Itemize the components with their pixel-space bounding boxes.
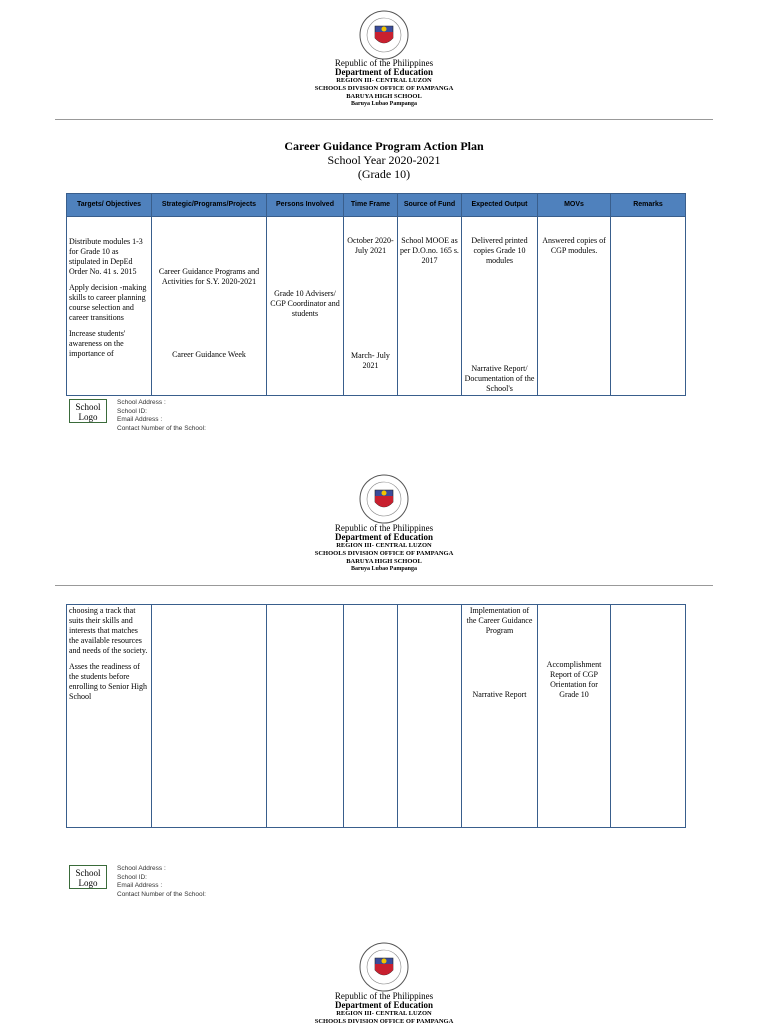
objective-1: Distribute modules 1-3 for Grade 10 as stipulated in DepEd Order No. 41 s. 2015 [69, 237, 143, 276]
persons-cell [267, 605, 344, 828]
deped-seal-icon [359, 10, 409, 60]
objective-continued: choosing a track that suits their skills and interests that matches the available resources and needs of the society. [69, 606, 148, 655]
col-objectives: Targets/ Objectives [67, 194, 152, 217]
letterhead-1 [234, 59, 534, 108]
contact-label: Contact Number of the School: [117, 424, 206, 432]
republic-text: Republic of the Philippines [334, 58, 434, 68]
school-logo-placeholder: School Logo [69, 865, 107, 889]
persons-cell [267, 217, 344, 396]
expected-output-4: Narrative Report [472, 690, 527, 699]
movs-1: Answered copies of CGP modules. [542, 236, 606, 255]
objective-3: Increase students' awareness on the importance of [69, 329, 126, 358]
address-text: Baruya Lubao Pampanga [350, 566, 417, 572]
time-frame-1: October 2020- July 2021 [347, 236, 394, 255]
fund-cell [398, 605, 462, 828]
output-cell [462, 605, 538, 828]
col-time-frame: Time Frame [344, 194, 398, 217]
email-label: Email Address : [117, 416, 163, 423]
letterhead-3 [234, 992, 534, 1026]
region-text: REGION III- CENTRAL LUZON [336, 542, 432, 549]
document-title [184, 139, 584, 181]
time-frame-cell [344, 217, 398, 396]
department-text: Department of Education [335, 532, 433, 542]
objectives-cell [67, 217, 152, 396]
address-text: Baruya Lubao Pampanga [350, 101, 417, 107]
division-text: SCHOOLS DIVISION OFFICE OF PAMPANGA [314, 550, 454, 557]
region-text: REGION III- CENTRAL LUZON [336, 1010, 432, 1017]
movs-cell [538, 217, 611, 396]
col-source-of-fund: Source of Fund [398, 194, 462, 217]
remarks-cell [611, 605, 686, 828]
school-info-1 [117, 399, 206, 433]
persons-involved: Grade 10 Advisers/ CGP Coordinator and students [270, 289, 340, 318]
movs-2: Accomplishment Report of CGP Orientation for Grade 10 [546, 660, 602, 699]
col-expected-output: Expected Output [462, 194, 538, 217]
col-remarks: Remarks [611, 194, 686, 217]
school-text: BARUYA HIGH SCHOOL [346, 558, 422, 565]
email-label: Email Address : [117, 882, 163, 889]
deped-seal-icon [359, 474, 409, 524]
letterhead-2 [234, 524, 534, 573]
school-address-label: School Address : [117, 865, 166, 872]
action-plan-table [66, 193, 686, 396]
school-text: BARUYA HIGH SCHOOL [346, 93, 422, 100]
col-movs: MOVs [538, 194, 611, 217]
school-id-label: School ID: [117, 407, 147, 415]
table-header-row [67, 194, 686, 217]
title-school-year: School Year 2020-2021 [327, 153, 441, 167]
title-grade: (Grade 10) [357, 167, 411, 181]
table-row [67, 605, 686, 828]
department-text: Department of Education [335, 1000, 433, 1010]
republic-text: Republic of the Philippines [334, 991, 434, 1001]
school-id-label: School ID: [117, 873, 147, 881]
time-frame-cell [344, 605, 398, 828]
republic-text: Republic of the Philippines [334, 523, 434, 533]
movs-cell [538, 605, 611, 828]
division-text: SCHOOLS DIVISION OFFICE OF PAMPANGA [314, 85, 454, 92]
header-divider [55, 585, 713, 586]
region-text: REGION III- CENTRAL LUZON [336, 77, 432, 84]
school-info-2 [117, 865, 206, 899]
division-text: SCHOOLS DIVISION OFFICE OF PAMPANGA [314, 1018, 454, 1025]
col-programs: Strategic/Programs/Projects [152, 194, 267, 217]
expected-output-2: Narrative Report/ Documentation of the School's [464, 364, 535, 393]
time-frame-2: March- July 2021 [351, 351, 390, 370]
action-plan-table-continued [66, 604, 686, 828]
program-2: Career Guidance Week [172, 350, 246, 359]
fund-cell [398, 217, 462, 396]
department-text: Department of Education [335, 67, 433, 77]
table-row [67, 217, 686, 396]
deped-seal-icon [359, 942, 409, 992]
program-1: Career Guidance Programs and Activities for S.Y. 2020-2021 [158, 267, 260, 286]
programs-cell [152, 605, 267, 828]
remarks-cell [611, 217, 686, 396]
objective-2: Apply decision -making skills to career planning course selection and career transitions [69, 283, 147, 322]
contact-label: Contact Number of the School: [117, 890, 206, 898]
title-main: Career Guidance Program Action Plan [284, 139, 484, 153]
expected-output-1: Delivered printed copies Grade 10 modules [471, 236, 528, 265]
programs-cell [152, 217, 267, 396]
col-persons: Persons Involved [267, 194, 344, 217]
header-divider [55, 119, 713, 120]
source-of-fund: School MOOE as per D.O.no. 165 s. 2017 [400, 236, 459, 265]
school-logo-placeholder: School Logo [69, 399, 107, 423]
objective-4: Asses the readiness of the students before enrolling to Senior High School [69, 662, 147, 701]
output-cell [462, 217, 538, 396]
objectives-cell [67, 605, 152, 828]
school-address-label: School Address : [117, 399, 166, 406]
expected-output-3: Implementation of the Career Guidance Program [466, 606, 533, 635]
